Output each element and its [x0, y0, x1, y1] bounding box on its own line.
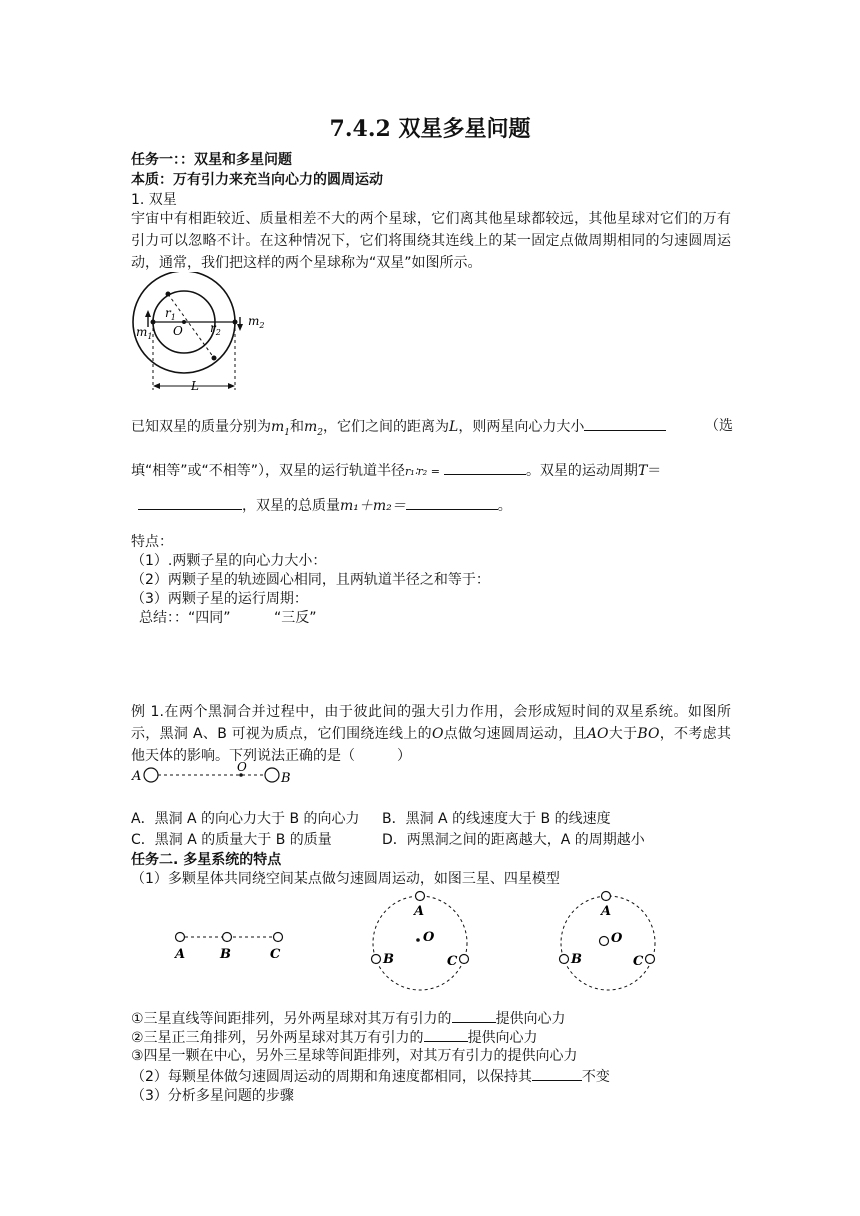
three-star-triangle-figure [366, 888, 476, 998]
star-a-label: A [175, 947, 186, 962]
r1-label: $r_1$ [165, 306, 176, 322]
star-c-label: C [447, 954, 458, 969]
period-blank[interactable] [138, 495, 242, 510]
task1-heading: 任务一：：双星和多星问题 [131, 152, 292, 168]
feature-1: （1）.两颗子星的向心力大小： [131, 553, 327, 569]
task2-point-1: （1）多颗星体共同绕空间某点做匀速圆周运动，如图三星、四星模型 [131, 871, 560, 887]
star-c-label: C [633, 954, 644, 969]
star-b-label: B [220, 947, 231, 962]
option-c[interactable]: C．黑洞 A 的质量大于 B 的质量 [131, 832, 332, 848]
option-a[interactable]: A．黑洞 A 的向心力大于 B 的向心力 [131, 811, 360, 827]
case-1-blank[interactable] [452, 1008, 496, 1023]
case-3: ③四星一颗在中心，另外三星球等间距排列，对其万有引力的提供向心力 [131, 1048, 578, 1064]
question-line-2: 填“相等”或“不相等”），双星的运行轨道半径r₁∶r₂ = 。双星的运动周期T＝ [131, 460, 661, 482]
option-d[interactable]: D．两黑洞之间的距离越大，A 的周期越小 [382, 832, 645, 848]
question-line-3: ，双星的总质量m₁＋m₂＝ 。 [138, 495, 512, 516]
m1-label: $m_1$ [136, 325, 153, 341]
summary-three-opposite: “三反” [274, 610, 317, 626]
feature-2: （2）两颗子星的轨迹圆心相同，且两轨道半径之和等于： [131, 572, 490, 588]
star-a-label: A [601, 904, 612, 919]
feature-3: （3）两颗子星的运行周期： [131, 591, 308, 607]
task2-point-3: （3）分析多星问题的步骤 [131, 1088, 294, 1104]
star-b-label: B [383, 952, 394, 967]
hole-b-label: B [281, 771, 291, 786]
option-b[interactable]: B．黑洞 A 的线速度大于 B 的线速度 [382, 811, 611, 827]
center-o-label: O [173, 324, 183, 338]
m2-label: $m_2$ [248, 314, 265, 330]
task2-heading: 任务二. 多星系统的特点 [131, 852, 282, 868]
question-line-1: 已知双星的质量分别为$m_1$和$m_2$，它们之间的距离为L，则两星向心力大小 [131, 416, 666, 443]
r2-label: $r_2$ [210, 321, 221, 337]
case-2: ②三星正三角排列，另外两星球对其万有引力的 提供向心力 [131, 1027, 538, 1048]
center-o-label: O [611, 931, 623, 946]
center-o-label: O [237, 762, 247, 774]
question-line-1-end: （选 [705, 418, 733, 434]
binary-star-paragraph: 宇宙中有相距较近、质量相差不大的两个星球，它们离其他星球都较远，其他星球对它们的万有引力可以忽略不计。在这种情况下，它们将围绕其连线上的某一固定点做周期相同的匀速圆周运动，通常，我们把这样的两个星球称为“双星”如图所示。 [131, 211, 731, 271]
item-binary-star: 1. 双星 [131, 192, 177, 208]
force-blank[interactable] [584, 416, 666, 431]
essence-line: 本质：万有引力来充当向心力的圆周运动 [131, 172, 383, 188]
features-heading: 特点： [131, 534, 173, 550]
summary-four-same: 总结：：“四同” [139, 610, 231, 626]
page-title: 7.4.2 双星多星问题 [329, 116, 531, 142]
radius-ratio-blank[interactable] [444, 460, 526, 475]
center-o-label: O [423, 930, 435, 945]
four-star-figure [556, 888, 666, 998]
point-2-blank[interactable] [532, 1066, 582, 1081]
hole-a-label: A [132, 769, 142, 784]
three-star-line-figure [168, 928, 288, 964]
total-mass-blank[interactable] [406, 495, 498, 510]
example-1-stem: 例 1.在两个黑洞合并过程中，由于彼此间的强大引力作用，会形成短时间的双星系统。如图所示，黑洞 A、B 可视为质点，它们围绕连线上的O点做匀速圆周运动，且AO大于BO，不考虑其他天体的影响。下列说法正确的是（ ） [131, 704, 731, 764]
case-1: ①三星直线等间距排列，另外两星球对其万有引力的 提供向心力 [131, 1008, 566, 1029]
star-b-label: B [571, 952, 582, 967]
case-2-blank[interactable] [424, 1027, 468, 1042]
task2-point-2: （2）每颗星体做匀速圆周运动的周期和角速度都相同，以保持其 不变 [131, 1066, 610, 1087]
star-c-label: C [270, 947, 281, 962]
star-a-label: A [414, 904, 425, 919]
distance-l-label: L [191, 379, 199, 393]
black-hole-figure [130, 762, 300, 788]
binary-star-figure [128, 272, 278, 400]
